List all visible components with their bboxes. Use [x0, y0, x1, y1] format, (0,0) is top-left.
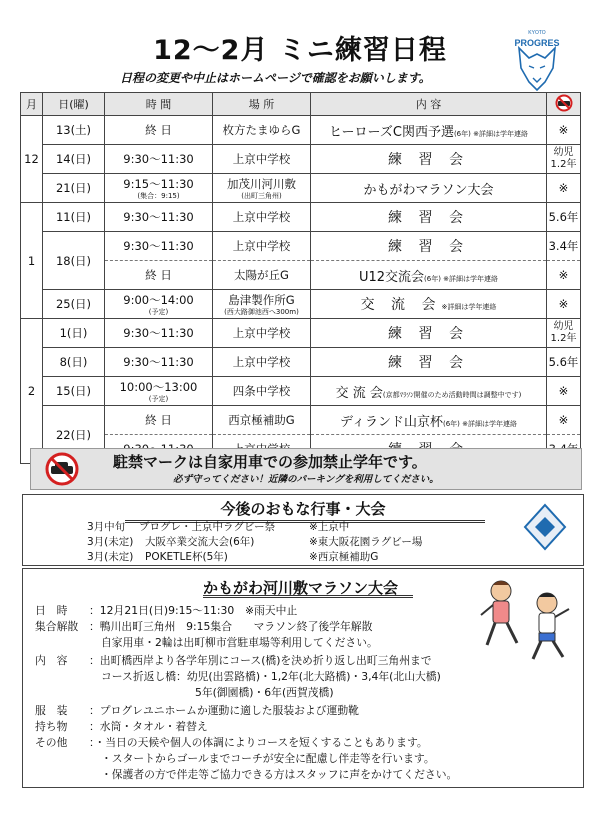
- content-cell: U12交流会(6年) ※詳細は学年連絡: [311, 261, 547, 290]
- content-cell: 練 習 会: [311, 319, 547, 348]
- place-cell: 上京中学校: [213, 232, 311, 261]
- table-row: [21, 232, 581, 261]
- table-row: [21, 203, 581, 232]
- time-cell: 終 日: [105, 116, 213, 145]
- time-cell: 9:30～11:30: [105, 203, 213, 232]
- header-month: 月: [21, 93, 43, 116]
- mark-cell: 5.6年: [547, 203, 581, 232]
- time-cell: 9:30～11:30: [105, 348, 213, 377]
- info-text: ：12月21日(日)9:15～11:30 ※雨天中止: [89, 604, 298, 617]
- info-text: 5年(御園橋)・6年(西賀茂橋): [195, 686, 334, 699]
- content-cell: 練 習 会: [311, 348, 547, 377]
- table-row: [21, 348, 581, 377]
- table-row: [21, 377, 581, 406]
- place-cell: 枚方たまゆらG: [213, 116, 311, 145]
- event-when: 3月中旬: [87, 521, 126, 533]
- notice-text: 日程の変更や中止はホームページで確認をお願いします。: [120, 71, 431, 85]
- header-no-parking-icon: [547, 93, 581, 116]
- content-cell: 交 流 会※詳細は学年連絡: [311, 290, 547, 319]
- place-cell: 加茂川河川敷 (出町三角州): [213, 174, 311, 203]
- page-title: 12～2月 ミニ練習日程: [153, 35, 447, 66]
- info-text: ：水筒・タオル・着替え: [89, 720, 208, 733]
- info-text: ：出町橋西岸より各学年別にコース(橋)を決め折り返し出町三角州まで: [89, 654, 432, 667]
- time-cell: 9:15～11:30 (集合：9:15): [105, 174, 213, 203]
- event-name: プログレ・上京中ラグビー祭: [139, 521, 276, 533]
- content-cell: ディランド山京杯(6年) ※詳細は学年連絡: [311, 406, 547, 435]
- content-cell: 練 習 会: [311, 203, 547, 232]
- content-cell: 交 流 会(京都ﾏﾗｿﾝ開催のため活動時間は調整中です): [311, 377, 547, 406]
- header-date: 日(曜): [43, 93, 105, 116]
- info-text: ：・当日の天候や個人の体調によりコースを短くすることもあります。: [89, 736, 428, 749]
- event-name: POKETLE杯(5年): [145, 551, 228, 563]
- month-cell: 2: [21, 319, 43, 464]
- progres-emblem-icon: [521, 503, 569, 551]
- month-cell: 12: [21, 116, 43, 203]
- content-cell: かもがわマラソン大会: [311, 174, 547, 203]
- table-row: [21, 406, 581, 435]
- no-parking-icon: [37, 451, 87, 487]
- progres-logo: KYOTO PROGRES: [505, 28, 569, 98]
- event-where: ※上京中: [309, 521, 350, 533]
- heading-underline: [203, 595, 413, 598]
- date-cell: 13(土): [43, 116, 105, 145]
- place-cell: 西京極補助G: [213, 406, 311, 435]
- table-row: [21, 290, 581, 319]
- place-cell: 上京中学校: [213, 319, 311, 348]
- place-cell: 上京中学校: [213, 348, 311, 377]
- info-text: コース折返し橋：幼児(出雲路橋)・1,2年(北大路橋)・3,4年(北山大橋): [101, 670, 441, 683]
- header-time: 時 間: [105, 93, 213, 116]
- table-row: [21, 261, 581, 290]
- time-cell: 9:30～11:30: [105, 232, 213, 261]
- mark-cell: ※: [547, 174, 581, 203]
- place-cell: 四条中学校: [213, 377, 311, 406]
- place-cell: 島津製作所G (西大路御池西へ300m): [213, 290, 311, 319]
- info-label: 持ち物: [35, 720, 68, 733]
- header-place: 場 所: [213, 93, 311, 116]
- date-cell: 1(日): [43, 319, 105, 348]
- mark-cell: ※: [547, 406, 581, 435]
- table-row: [21, 174, 581, 203]
- place-cell: 太陽が丘G: [213, 261, 311, 290]
- time-cell: 10:00～13:00 (予定): [105, 377, 213, 406]
- info-label: 日 時: [35, 604, 68, 617]
- event-when: 3月(未定): [87, 551, 134, 563]
- table-row: [21, 116, 581, 145]
- mark-cell: 3.4年: [547, 232, 581, 261]
- date-cell: 15(日): [43, 377, 105, 406]
- time-cell: 9:30～11:30: [105, 145, 213, 174]
- info-label: 集合解散: [35, 620, 79, 633]
- no-parking-text: 駐禁マークは自家用車での参加禁止学年です。: [113, 453, 427, 471]
- content-cell: ヒーローズC関西予選(6年) ※詳細は学年連絡: [311, 116, 547, 145]
- content-cell: 練 習 会: [311, 232, 547, 261]
- info-label: その他: [35, 736, 68, 749]
- content-cell: 練 習 会: [311, 145, 547, 174]
- date-cell: 8(日): [43, 348, 105, 377]
- event-name: 大阪卒業交流大会(6年): [145, 536, 255, 548]
- time-cell: 9:00～14:00 (予定): [105, 290, 213, 319]
- info-text: 自家用車・2輪は出町柳市営駐車場等利用してください。: [101, 636, 378, 649]
- mark-cell: 幼児 1.2年: [547, 145, 581, 174]
- place-cell: 上京中学校: [213, 203, 311, 232]
- no-parking-subtext: 必ず守ってください！近隣のパーキングを利用してください。: [173, 474, 439, 485]
- no-parking-banner: [30, 448, 582, 490]
- time-cell: 9:30～11:30: [105, 319, 213, 348]
- running-children-illustration: [471, 573, 579, 665]
- schedule-table: [20, 92, 581, 464]
- mark-cell: 5.6年: [547, 348, 581, 377]
- month-cell: 1: [21, 203, 43, 319]
- event-where: ※西京極補助G: [309, 551, 379, 563]
- info-text: ：鴨川出町三角州 9:15集合 マラソン終了後学年解散: [89, 620, 373, 633]
- mark-cell: ※: [547, 261, 581, 290]
- event-where: ※東大阪花園ラグビー場: [309, 536, 423, 548]
- date-cell: 18(日): [43, 232, 105, 290]
- date-cell: 22(日): [43, 406, 105, 464]
- info-label: 服 装: [35, 704, 68, 717]
- header-content: 内 容: [311, 93, 547, 116]
- marathon-info-box: [22, 568, 584, 788]
- mark-cell: ※: [547, 116, 581, 145]
- date-cell: 25(日): [43, 290, 105, 319]
- table-row: [21, 145, 581, 174]
- date-cell: 21(日): [43, 174, 105, 203]
- time-cell: 終 日: [105, 261, 213, 290]
- mark-cell: ※: [547, 290, 581, 319]
- upcoming-events-box: [22, 494, 584, 566]
- event-when: 3月(未定): [87, 536, 134, 548]
- info-text: ・保護者の方で伴走等ご協力できる方はスタッフに声をかけてください。: [101, 768, 458, 781]
- time-cell: 終 日: [105, 406, 213, 435]
- marathon-heading: かもがわ河川敷マラソン大会: [203, 579, 399, 597]
- mark-cell: ※: [547, 377, 581, 406]
- info-text: ：プログレユニホームか運動に適した服装および運動靴: [89, 704, 359, 717]
- date-cell: 11(日): [43, 203, 105, 232]
- info-label: 内 容: [35, 654, 68, 667]
- info-text: ・スタートからゴールまでコーチが安全に配慮し伴走等を行います。: [101, 752, 435, 765]
- date-cell: 14(日): [43, 145, 105, 174]
- place-cell: 上京中学校: [213, 145, 311, 174]
- mark-cell: 幼児 1.2年: [547, 319, 581, 348]
- events-heading: 今後のおもな行事・大会: [220, 500, 386, 518]
- table-row: [21, 319, 581, 348]
